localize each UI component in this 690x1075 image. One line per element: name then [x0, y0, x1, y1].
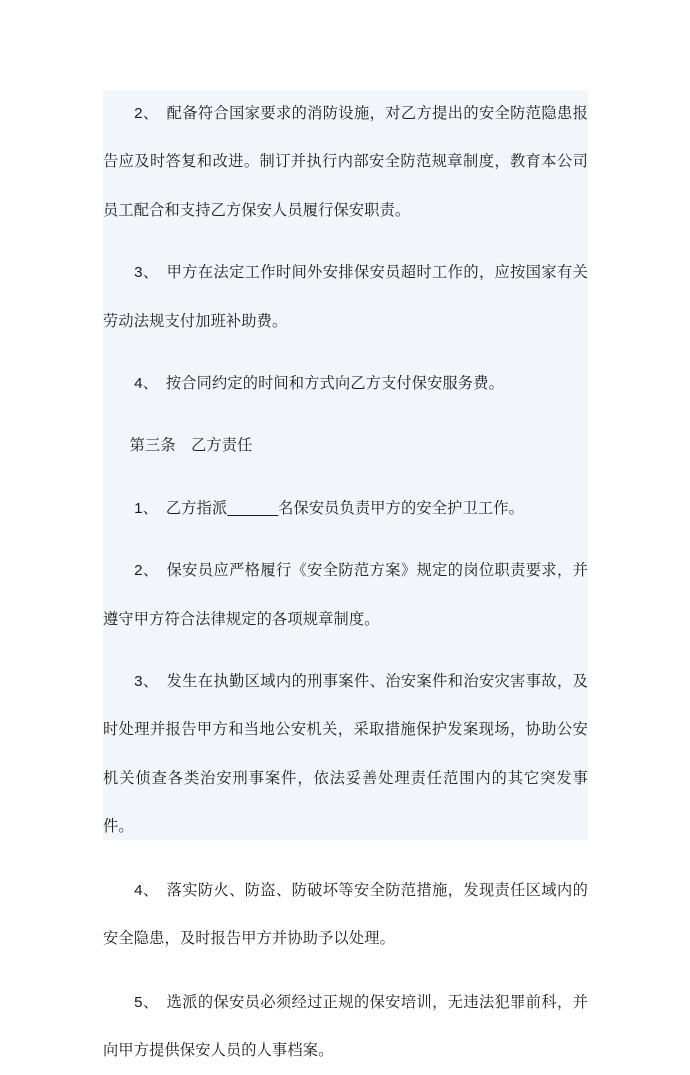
clause-4-party-b: 4、 落实防火、防盗、防破坏等安全防范措施，发现责任区域内的安全隐患，及时报告甲方并协助予以处理。 — [103, 867, 588, 964]
paragraph-gap — [103, 408, 588, 422]
clause-3-party-b: 3、 发生在执勤区域内的刑事案件、治安案件和治安灾害事故，及时处理并报告甲方和当地公安机关，采取措施保护发案现场，协助公安机关侦查各类治安刑事案件，依法妥善处理责任范围内的其它突发事件。 — [103, 658, 588, 852]
clause-5-party-b: 5、 选派的保安员必须经过正规的保安培训，无违法犯罪前科，并向甲方提供保安人员的人事档案。 — [103, 979, 588, 1075]
clause-1-blank-field[interactable]: ______ — [227, 500, 278, 517]
document-body — [103, 90, 588, 1075]
paragraph-gap — [103, 471, 588, 485]
paragraph-gap — [103, 644, 588, 658]
clause-2-party-a: 2、 配备符合国家要求的消防设施，对乙方提出的安全防范隐患报告应及时答复和改进。制订并执行内部安全防范规章制度，教育本公司员工配合和支持乙方保安人员履行保安职责。 — [103, 90, 588, 235]
paragraph-gap — [103, 235, 588, 249]
paragraph-gap — [103, 346, 588, 360]
clause-4-party-a: 4、 按合同约定的时间和方式向乙方支付保安服务费。 — [103, 360, 588, 408]
paragraph-gap — [103, 852, 588, 867]
clause-1-text-after: 名保安员负责甲方的安全护卫工作。 — [278, 500, 524, 517]
article-three-heading: 第三条 乙方责任 — [103, 422, 588, 470]
paragraph-gap — [103, 964, 588, 979]
paragraph-gap — [103, 533, 588, 547]
clause-1-text-before: 1、 乙方指派 — [134, 500, 227, 517]
clause-2-party-b: 2、 保安员应严格履行《安全防范方案》规定的岗位职责要求，并遵守甲方符合法律规定的各项规章制度。 — [103, 547, 588, 644]
clause-1-party-b — [103, 485, 588, 533]
clause-3-party-a: 3、 甲方在法定工作时间外安排保安员超时工作的，应按国家有关劳动法规支付加班补助费。 — [103, 249, 588, 346]
